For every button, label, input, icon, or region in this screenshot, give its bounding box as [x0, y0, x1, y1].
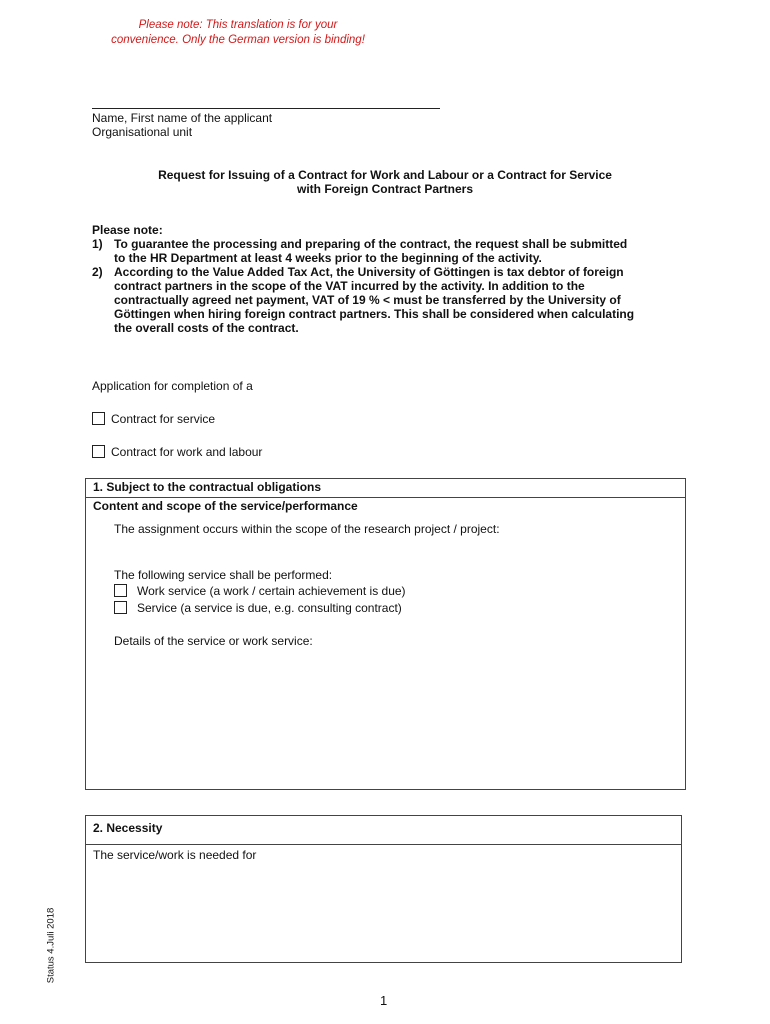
- work-service-label: Work service (a work / certain achievement is due): [137, 584, 406, 598]
- note-item-line: contract partners in the scope of the VAT incurred by the activity. In addition to the: [114, 279, 585, 293]
- please-note-section: [92, 223, 692, 335]
- status-date: Status 4.Juli 2018: [45, 907, 57, 984]
- needed-for-input-area[interactable]: [94, 864, 673, 954]
- contract-for-work-label: Contract for work and labour: [111, 445, 263, 459]
- work-service-checkbox[interactable]: [114, 584, 127, 597]
- service-checkbox[interactable]: [114, 601, 127, 614]
- details-input-area[interactable]: [94, 651, 677, 781]
- note-item-line: contractually agreed net payment, VAT of 19 % < must be transferred by the University of: [114, 293, 621, 307]
- note-item-line: the overall costs of the contract.: [114, 321, 299, 335]
- details-label: Details of the service or work service:: [114, 634, 313, 648]
- note-item-line: According to the Value Added Tax Act, the University of Göttingen is tax debtor of foreign: [114, 265, 624, 279]
- translation-notice: [28, 18, 448, 48]
- note-item-line: Göttingen when hiring foreign contract partners. This shall be considered when calculating: [114, 307, 635, 321]
- page-number: 1: [380, 993, 388, 1008]
- note-item-line: to the HR Department at least 4 weeks prior to the beginning of the activity.: [114, 251, 542, 265]
- note-item-number: 1): [92, 237, 103, 251]
- applicant-block: [92, 111, 272, 139]
- service-performed-label: The following service shall be performed:: [114, 568, 333, 582]
- section-1-subheading: Content and scope of the service/performance: [93, 499, 358, 513]
- note-item-2: [92, 265, 692, 335]
- needed-for-label: The service/work is needed for: [93, 848, 257, 862]
- section-2-heading: 2. Necessity: [86, 816, 681, 845]
- note-item-line: To guarantee the processing and preparing of the contract, the request shall be submitted: [114, 237, 628, 251]
- section-necessity-box: [85, 815, 682, 963]
- option-service[interactable]: [114, 601, 402, 615]
- contract-for-service-label: Contract for service: [111, 412, 216, 426]
- option-contract-for-service[interactable]: [92, 412, 215, 426]
- notice-line-2: convenience. Only the German version is binding!: [111, 34, 365, 46]
- note-item-1: [92, 237, 692, 265]
- assignment-label: The assignment occurs within the scope of the research project / project:: [114, 522, 500, 536]
- please-note-heading: Please note:: [92, 223, 163, 237]
- applicant-signature-line[interactable]: [92, 108, 440, 109]
- service-label: Service (a service is due, e.g. consulting contract): [137, 601, 402, 615]
- document-title: [90, 168, 680, 196]
- option-work-service[interactable]: [114, 584, 406, 598]
- contract-for-service-checkbox[interactable]: [92, 412, 105, 425]
- note-item-number: 2): [92, 265, 103, 279]
- title-line-1: Request for Issuing of a Contract for Work and Labour or a Contract for Service: [158, 168, 612, 182]
- title-line-2: with Foreign Contract Partners: [296, 182, 474, 196]
- applicant-name-label: Name, First name of the applicant: [92, 111, 273, 125]
- section-subject-box: [85, 478, 686, 790]
- option-contract-for-work[interactable]: [92, 445, 262, 459]
- section-1-heading: 1. Subject to the contractual obligations: [86, 479, 685, 498]
- application-label: Application for completion of a: [92, 379, 253, 393]
- organisational-unit-label: Organisational unit: [92, 125, 193, 139]
- notice-line-1: Please note: This translation is for your: [138, 19, 338, 31]
- contract-for-work-checkbox[interactable]: [92, 445, 105, 458]
